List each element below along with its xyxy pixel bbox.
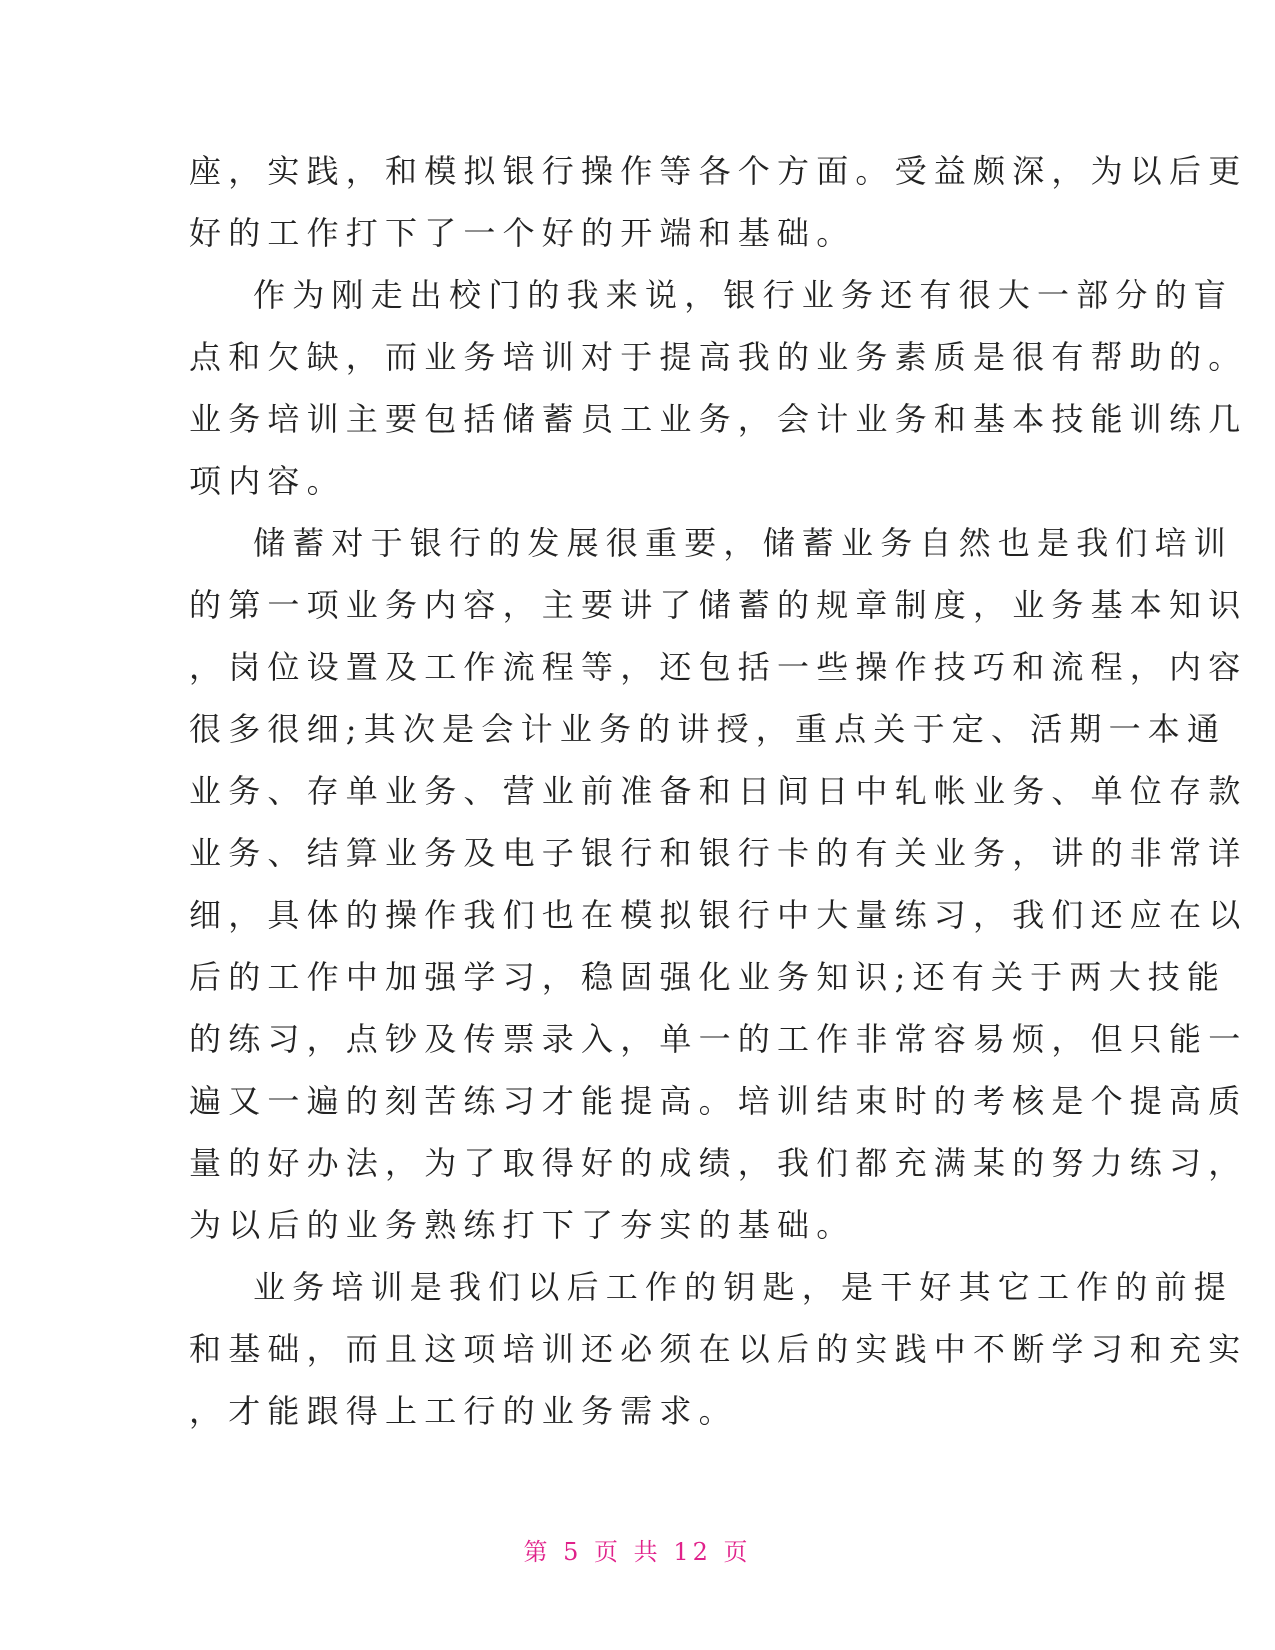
text-line: 好的工作打下了一个好的开端和基础。 [189, 214, 856, 252]
footer-middle: 页 共 [594, 1538, 662, 1566]
paragraph-start-line: 作为刚走出校门的我来说，银行业务还有很大一部分的盲 [253, 276, 1234, 314]
text-line: ，岗位设置及工作流程等，还包括一些操作技巧和流程，内容 [189, 648, 1248, 686]
text-line: 的练习，点钞及传票录入，单一的工作非常容易烦，但只能一 [189, 1020, 1248, 1058]
footer-suffix: 页 [723, 1538, 752, 1566]
text-line: 细，具体的操作我们也在模拟银行中大量练习，我们还应在以 [189, 896, 1248, 934]
text-line: 业务、结算业务及电子银行和银行卡的有关业务，讲的非常详 [189, 834, 1248, 872]
footer-prefix: 第 [523, 1538, 552, 1566]
document-body [189, 140, 1248, 1442]
text-line: 项内容。 [189, 462, 346, 500]
text-line: 遍又一遍的刻苦练习才能提高。培训结束时的考核是个提高质 [189, 1082, 1248, 1120]
page-footer [0, 1532, 1275, 1567]
text-line: 点和欠缺，而业务培训对于提高我的业务素质是很有帮助的。 [189, 338, 1248, 376]
footer-current-page: 5 [563, 1538, 583, 1566]
text-line: 的第一项业务内容，主要讲了储蓄的规章制度，业务基本知识 [189, 586, 1248, 624]
text-line: 为以后的业务熟练打下了夯实的基础。 [189, 1206, 856, 1244]
footer-total-pages: 12 [673, 1538, 712, 1566]
text-line: 业务培训主要包括储蓄员工业务，会计业务和基本技能训练几 [189, 400, 1248, 438]
paragraph-start-line: 业务培训是我们以后工作的钥匙，是干好其它工作的前提 [253, 1268, 1234, 1306]
text-line: 座，实践，和模拟银行操作等各个方面。受益颇深，为以后更 [189, 152, 1248, 190]
text-line: 后的工作中加强学习，稳固强化业务知识;还有关于两大技能 [189, 958, 1227, 996]
text-line: 和基础，而且这项培训还必须在以后的实践中不断学习和充实 [189, 1330, 1248, 1368]
text-line: 很多很细;其次是会计业务的讲授，重点关于定、活期一本通 [189, 710, 1227, 748]
text-line: 量的好办法，为了取得好的成绩，我们都充满某的努力练习， [189, 1144, 1248, 1182]
text-line: ，才能跟得上工行的业务需求。 [189, 1392, 738, 1430]
text-line: 业务、存单业务、营业前准备和日间日中轧帐业务、单位存款 [189, 772, 1248, 810]
paragraph-start-line: 储蓄对于银行的发展很重要，储蓄业务自然也是我们培训 [253, 524, 1234, 562]
